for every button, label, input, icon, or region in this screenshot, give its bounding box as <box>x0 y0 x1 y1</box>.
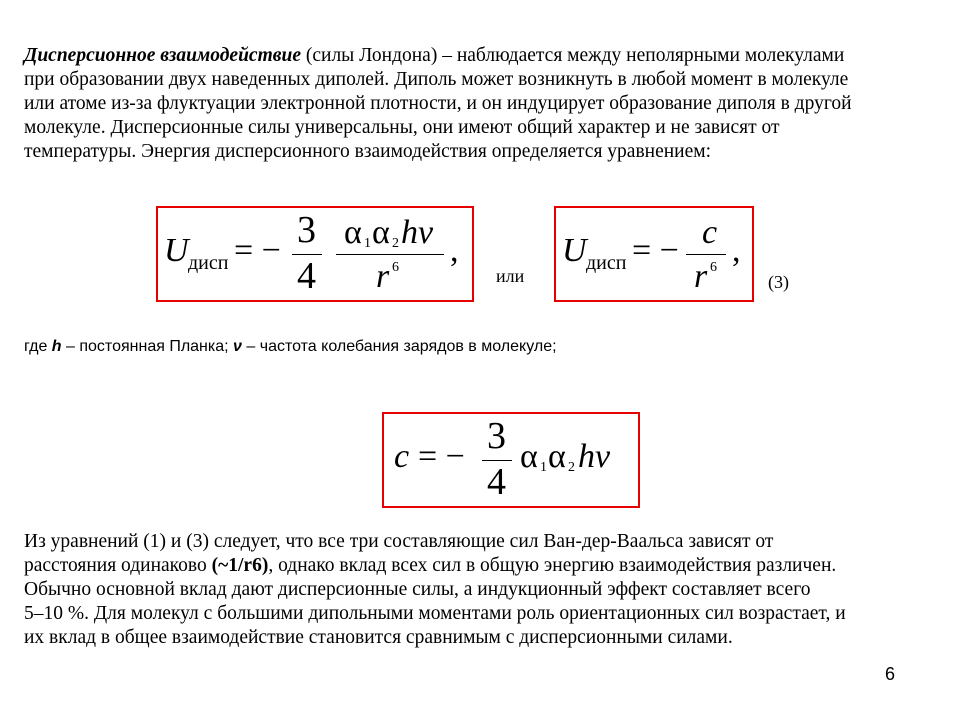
intro-line-3: или атоме из-за флуктуации электронной плотности, и он индуцирует образование диполя в другой <box>24 93 852 114</box>
formula3-lhs: c <box>394 438 410 475</box>
formula3-alpha1-sub: 1 <box>540 460 547 475</box>
formula3-equals-minus: = − <box>418 438 465 475</box>
formula1-fraction-bar-2 <box>336 254 444 255</box>
formula1-alpha2: α <box>372 214 390 251</box>
formula2-lhs: U <box>562 232 587 269</box>
formula3-alpha2-sub: 2 <box>568 460 575 475</box>
formula1-alpha1: α <box>344 214 362 251</box>
formula1-lhs-sub: дисп <box>188 252 229 274</box>
or-label: или <box>496 266 525 286</box>
formula2-lhs-sub: дисп <box>586 252 627 274</box>
legend-h-symbol: h <box>51 338 62 355</box>
legend-nu-description: – частота колебания зарядов в молекуле; <box>241 338 557 355</box>
intro-term: Дисперсионное взаимодействие <box>24 45 301 66</box>
conclusion-line-3: Обычно основной вклад дают дисперсионные силы, а индукционный эффект составляет всего <box>24 579 811 600</box>
conclusion-line-2-bold: (~1/r6) <box>211 555 269 576</box>
formula1-denominator: 4 <box>297 255 316 297</box>
formula2-fraction-bar <box>686 254 726 255</box>
formula1-comma: , <box>450 232 459 269</box>
formula1-hv: hv <box>401 214 434 251</box>
intro-line-1 <box>24 44 936 68</box>
conclusion-line-2-post: , однако вклад всех сил в общую энергию взаимодействия различен. <box>268 555 837 576</box>
equation-number: (3) <box>768 272 789 292</box>
conclusion-line-1: Из уравнений (1) и (3) следует, что все три составляющие сил Ван-дер-Ваальса зависят от <box>24 531 774 552</box>
conclusion-line-4: 5–10 %. Для молекул с большими дипольными моментами роль ориентационных сил возрастает, и <box>24 603 846 624</box>
formula2-r: r <box>694 258 708 295</box>
formula1-equals-minus: = − <box>234 232 281 269</box>
intro-line-4: молекуле. Дисперсионные силы универсальны, они имеют общий характер и не зависят от <box>24 117 780 138</box>
variables-legend <box>24 338 557 356</box>
formula3-alpha2: α <box>548 438 566 475</box>
formula1-r-exponent: 6 <box>392 260 399 275</box>
formula2-comma: , <box>732 232 741 269</box>
formula-box-short <box>554 206 754 302</box>
formula2-numerator: c <box>702 214 718 251</box>
intro-line-2: при образовании двух наведенных диполей. Диполь может возникнуть в любой момент в молекуле <box>24 69 849 90</box>
formula1-r: r <box>376 258 390 295</box>
conclusion-line-2-pre: расстояния одинаково <box>24 555 212 576</box>
formula1-alpha1-sub: 1 <box>364 236 371 251</box>
conclusion-line-5: их вклад в общее взаимодействие становится сравнимым с дисперсионными силами. <box>24 627 733 648</box>
formula1-alpha2-sub: 2 <box>392 236 399 251</box>
conclusion-line-2 <box>24 554 936 578</box>
conclusion-paragraph <box>24 530 936 650</box>
legend-nu-symbol: ν <box>233 338 242 355</box>
formula2-r-exponent: 6 <box>710 260 717 275</box>
legend-h-description: – постоянная Планка; <box>61 338 234 355</box>
formula3-numerator: 3 <box>487 415 506 457</box>
formula3-denominator: 4 <box>487 461 506 503</box>
intro-paragraph <box>24 44 936 164</box>
formula3-alpha1: α <box>520 438 538 475</box>
formula3-hv: hv <box>578 438 611 475</box>
page-number: 6 <box>885 664 896 684</box>
intro-line-1-text: (силы Лондона) – наблюдается между неполярными молекулами <box>300 45 845 66</box>
formula-box-constant <box>382 412 640 508</box>
formula1-numerator: 3 <box>297 209 316 251</box>
intro-line-5: температуры. Энергия дисперсионного взаимодействия определяется уравнением: <box>24 141 712 162</box>
formula-box-full <box>156 206 474 302</box>
formula2-equals-minus: = − <box>632 232 679 269</box>
formula1-lhs: U <box>164 232 189 269</box>
legend-prefix: где <box>24 338 52 355</box>
